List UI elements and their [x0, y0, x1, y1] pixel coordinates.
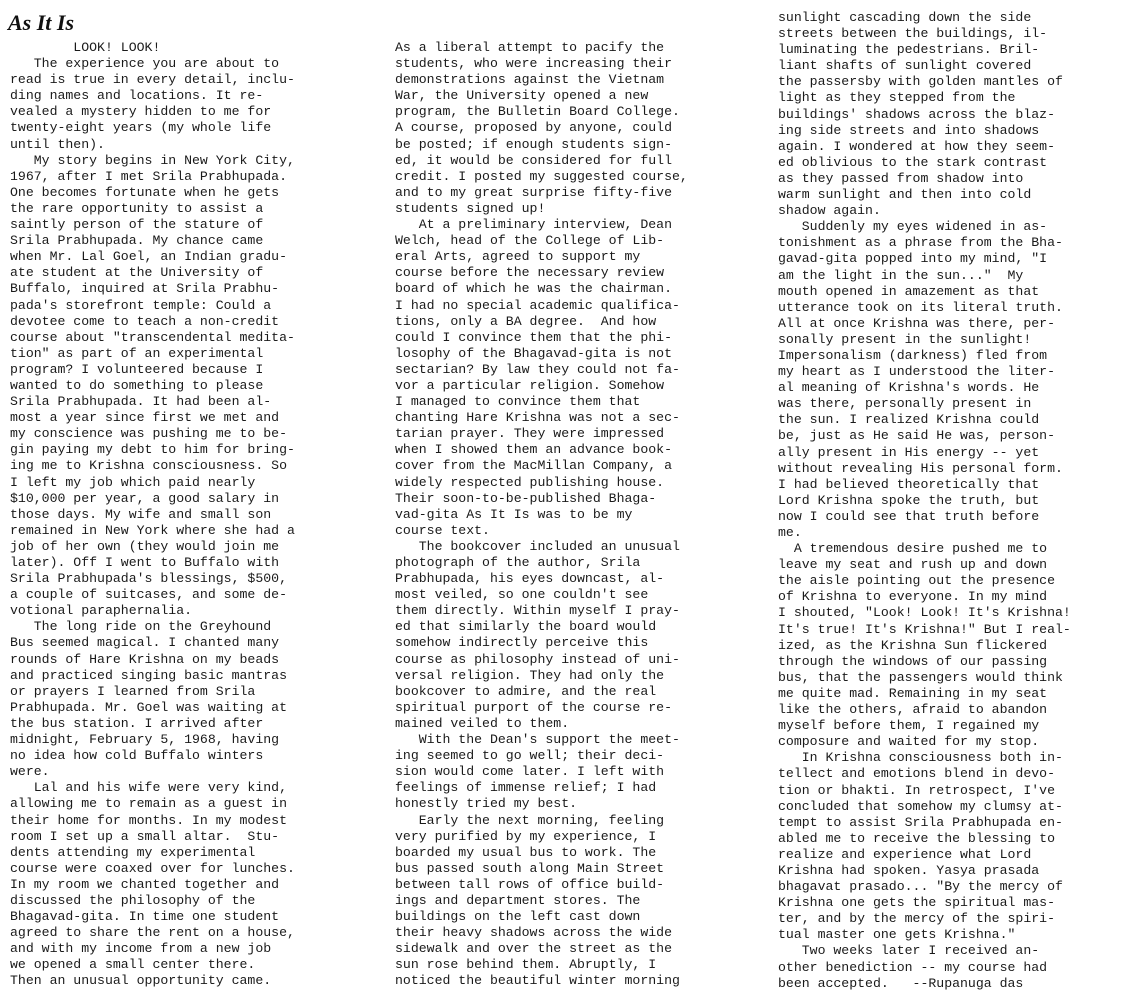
text-line: when I showed them an advance book- [395, 442, 672, 458]
text-line: votional paraphernalia. [10, 603, 193, 619]
text-line: read is true in every detail, inclu- [10, 72, 295, 88]
text-line: Prabhupada, his eyes downcast, al- [395, 571, 665, 587]
text-line: versal religion. They had only the [395, 667, 665, 683]
text-line: buildings on the left cast down [395, 909, 641, 925]
article-column-3 [778, 10, 1138, 992]
text-line: until then). [10, 136, 105, 152]
text-line: noticed the beautiful winter morning [395, 973, 680, 989]
text-line: The long ride on the Greyhound [10, 619, 272, 635]
text-line: demonstrations against the Vietnam [395, 72, 665, 88]
text-line: utterance took on its literal truth. [778, 299, 1063, 315]
text-line: could I convince them that the phi- [395, 329, 672, 345]
text-line: ally present in His energy -- yet [778, 444, 1040, 460]
text-line: Krishna one gets the spiritual mas- [778, 895, 1055, 911]
text-line: spiritual purport of the course re- [395, 699, 672, 715]
text-line: course about "transcendental medita- [10, 329, 295, 345]
text-line: Early the next morning, feeling [395, 812, 665, 828]
text-line: very purified by my experience, I [395, 828, 657, 844]
text-line: losophy of the Bhagavad-gita is not [395, 345, 672, 361]
text-line: a couple of suitcases, and some de- [10, 587, 287, 603]
text-line: War, the University opened a new [395, 88, 649, 104]
text-line: honestly tried my best. [395, 796, 578, 812]
text-line: bookcover to admire, and the real [395, 683, 657, 699]
text-line: pada's storefront temple: Could a [10, 297, 272, 313]
text-line: between tall rows of office build- [395, 876, 665, 892]
text-line: I had believed theoretically that [778, 476, 1040, 492]
text-line: liant shafts of sunlight covered [778, 58, 1032, 74]
text-line: been accepted. --Rupanuga das [778, 975, 1024, 991]
text-line: now I could see that truth before [778, 508, 1040, 524]
text-line: the rare opportunity to assist a [10, 200, 264, 216]
text-line: I shouted, "Look! Look! It's Krishna! [778, 605, 1071, 621]
text-line: Suddenly my eyes widened in as- [778, 219, 1048, 235]
text-line: were. [10, 764, 50, 780]
text-line: 1967, after I met Srila Prabhupada. [10, 168, 287, 184]
text-line: am the light in the sun..." My [778, 267, 1024, 283]
text-line: tonishment as a phrase from the Bha- [778, 235, 1063, 251]
text-line: be, just as He said He was, person- [778, 428, 1055, 444]
text-line: board of which he was the chairman. [395, 281, 672, 297]
text-line: vad-gita As It Is was to be my [395, 506, 633, 522]
text-line: Srila Prabhupada's blessings, $500, [10, 571, 287, 587]
text-line: In Krishna consciousness both in- [778, 750, 1063, 766]
text-line: without revealing His personal form. [778, 460, 1063, 476]
text-line: most veiled, so one couldn't see [395, 587, 649, 603]
text-line: buildings' shadows across the blaz- [778, 106, 1055, 122]
text-line: program? I volunteered because I [10, 361, 264, 377]
text-line: Srila Prabhupada. My chance came [10, 233, 264, 249]
text-line: credit. I posted my suggested course, [395, 168, 688, 184]
text-line: bhagavat prasado... "By the mercy of [778, 879, 1063, 895]
text-line: program, the Bulletin Board College. [395, 104, 680, 120]
text-line: I managed to convince them that [395, 394, 641, 410]
text-line: eral Arts, agreed to support my [395, 249, 641, 265]
text-line: LOOK! LOOK! [10, 40, 161, 55]
text-line: warm sunlight and then into cold [778, 187, 1032, 203]
text-line: ing seemed to go well; their deci- [395, 748, 665, 764]
text-line: as they passed from shadow into [778, 170, 1024, 186]
text-line: tion" as part of an experimental [10, 345, 264, 361]
text-line: light as they stepped from the [778, 90, 1016, 106]
text-line: their heavy shadows across the wide [395, 925, 672, 941]
text-line: tual master one gets Krishna." [778, 927, 1016, 943]
text-line: course before the necessary review [395, 265, 665, 281]
text-line: Their soon-to-be-published Bhaga- [395, 490, 657, 506]
text-line: course were coaxed over for lunches. [10, 860, 295, 876]
text-line: sectarian? By law they could not fa- [395, 361, 680, 377]
text-line: later). Off I went to Buffalo with [10, 555, 280, 570]
text-line: dents attending my experimental [10, 844, 256, 860]
text-line: The bookcover included an unusual [395, 538, 680, 554]
text-line: ed oblivious to the stark contrast [778, 154, 1048, 170]
text-line: wanted to do something to please [10, 377, 264, 393]
text-line: those days. My wife and small son [10, 506, 272, 522]
text-line: leave my seat and rush up and down [778, 557, 1048, 573]
text-line: It's true! It's Krishna!" But I real- [778, 621, 1071, 637]
text-line: course as philosophy instead of uni- [395, 651, 680, 667]
text-line: like the others, afraid to abandon [778, 702, 1048, 718]
text-line: A tremendous desire pushed me to [778, 541, 1048, 557]
text-line: me quite mad. Remaining in my seat [778, 685, 1048, 701]
text-line: again. I wondered at how they seem- [778, 138, 1055, 154]
text-line: Prabhupada. Mr. Goel was waiting at [10, 699, 287, 715]
text-line: Impersonalism (darkness) fled from [778, 347, 1048, 363]
text-line: tarian prayer. They were impressed [395, 426, 665, 442]
text-line: ings and department stores. The [395, 892, 641, 908]
text-line: abled me to receive the blessing to [778, 830, 1055, 846]
text-line: tellect and emotions blend in devo- [778, 766, 1055, 782]
text-line: Srila Prabhupada. It had been al- [10, 394, 272, 410]
text-line: of Krishna to everyone. In my mind [778, 589, 1048, 605]
text-line: Krishna had spoken. Yasya prasada [778, 862, 1040, 878]
text-line: Lal and his wife were very kind, [10, 780, 287, 796]
text-line: Then an unusual opportunity came. [10, 973, 272, 989]
text-line: students signed up! [395, 200, 546, 216]
text-line: and with my income from a new job [10, 941, 272, 957]
text-line: was there, personally present in [778, 396, 1032, 412]
text-line: streets between the buildings, il- [778, 26, 1048, 42]
text-line: allowing me to remain as a guest in [10, 796, 287, 812]
text-line: and practiced singing basic mantras [10, 667, 287, 683]
article-column-1 [10, 40, 362, 990]
text-line: ter, and by the mercy of the spiri- [778, 911, 1055, 927]
text-line: when Mr. Lal Goel, an Indian gradu- [10, 249, 287, 265]
text-line: the bus station. I arrived after [10, 715, 264, 731]
text-line: midnight, February 5, 1968, having [10, 732, 280, 748]
text-line: rounds of Hare Krishna on my beads [10, 651, 280, 667]
text-line: sidewalk and over the street as the [395, 941, 672, 957]
text-line: tempt to assist Srila Prabhupada en- [778, 814, 1063, 830]
text-line: shadow again. [778, 203, 881, 219]
text-line: my conscience was pushing me to be- [10, 426, 287, 442]
text-line: gin paying my debt to him for bring- [10, 442, 295, 458]
text-line: bus passed south along Main Street [395, 860, 665, 876]
text-line: ed that similarly the board would [395, 619, 657, 635]
text-line: Welch, head of the College of Lib- [395, 233, 665, 249]
text-line: photograph of the author, Srila [395, 555, 641, 570]
text-line: room I set up a small altar. Stu- [10, 828, 280, 844]
text-line: bus, that the passengers would think [778, 669, 1063, 685]
text-line: al meaning of Krishna's words. He [778, 380, 1040, 396]
text-line: no idea how cold Buffalo winters [10, 748, 264, 764]
text-line: Bus seemed magical. I chanted many [10, 635, 280, 651]
text-line: me. [778, 525, 802, 540]
text-line: ing me to Krishna consciousness. So [10, 458, 287, 474]
text-line: All at once Krishna was there, per- [778, 315, 1055, 331]
text-line: we opened a small center there. [10, 957, 256, 973]
text-line: mouth opened in amazement as that [778, 283, 1040, 299]
text-line: course text. [395, 522, 490, 538]
text-line: somehow indirectly perceive this [395, 635, 649, 651]
text-line: The experience you are about to [10, 56, 280, 72]
text-line: feelings of immense relief; I had [395, 780, 657, 796]
text-line: boarded my usual bus to work. The [395, 844, 657, 860]
article-title: As It Is [8, 10, 75, 35]
text-line: luminating the pedestrians. Bril- [778, 42, 1040, 58]
text-line: Bhagavad-gita. In time one student [10, 909, 280, 925]
text-line: $10,000 per year, a good salary in [10, 490, 280, 506]
text-line: devotee come to teach a non-credit [10, 313, 280, 329]
text-line: sion would come later. I left with [395, 764, 665, 780]
text-line: sonally present in the sunlight! [778, 331, 1032, 347]
text-line: I had no special academic qualifica- [395, 297, 680, 313]
text-line: and to my great surprise fifty-five [395, 184, 672, 200]
text-line: most a year since first we met and [10, 410, 280, 426]
text-line: gavad-gita popped into my mind, "I [778, 251, 1048, 267]
text-line: ized, as the Krishna Sun flickered [778, 637, 1048, 653]
text-line: vor a particular religion. Somehow [395, 377, 665, 393]
text-line: composure and waited for my stop. [778, 734, 1040, 750]
text-line: mained veiled to them. [395, 715, 570, 731]
text-line: vealed a mystery hidden to me for [10, 104, 272, 120]
text-line: sunlight cascading down the side [778, 10, 1032, 25]
text-line: tions, only a BA degree. And how [395, 313, 657, 329]
text-line: Two weeks later I received an- [778, 943, 1040, 959]
text-line: their home for months. In my modest [10, 812, 287, 828]
text-line: ing side streets and into shadows [778, 122, 1040, 138]
text-line: ate student at the University of [10, 265, 264, 281]
text-line: the passersby with golden mantles of [778, 74, 1063, 90]
text-line: concluded that somehow my clumsy at- [778, 798, 1063, 814]
text-line: the aisle pointing out the presence [778, 573, 1055, 589]
text-line: One becomes fortunate when he gets [10, 184, 280, 200]
text-line: other benediction -- my course had [778, 959, 1048, 975]
text-line: my heart as I understood the liter- [778, 364, 1055, 380]
text-line: chanting Hare Krishna was not a sec- [395, 410, 680, 426]
text-line: the sun. I realized Krishna could [778, 412, 1040, 428]
text-line: tion or bhakti. In retrospect, I've [778, 782, 1055, 798]
text-line: remained in New York where she had a [10, 522, 295, 538]
text-line: discussed the philosophy of the [10, 892, 256, 908]
text-line: At a preliminary interview, Dean [395, 217, 672, 233]
text-line: sun rose behind them. Abruptly, I [395, 957, 657, 973]
text-line: job of her own (they would join me [10, 538, 280, 554]
text-line: them directly. Within myself I pray- [395, 603, 680, 619]
article-column-2 [395, 40, 747, 990]
text-line: cover from the MacMillan Company, a [395, 458, 672, 474]
text-line: In my room we chanted together and [10, 876, 280, 892]
text-line: through the windows of our passing [778, 653, 1048, 669]
text-line: twenty-eight years (my whole life [10, 120, 272, 136]
text-line: ed, it would be considered for full [395, 152, 672, 168]
text-line: agreed to share the rent on a house, [10, 925, 295, 941]
text-line: be posted; if enough students sign- [395, 136, 672, 152]
text-line: A course, proposed by anyone, could [395, 120, 672, 136]
text-line: myself before them, I regained my [778, 718, 1040, 734]
text-line: or prayers I learned from Srila [10, 683, 256, 699]
text-line: With the Dean's support the meet- [395, 732, 680, 748]
text-line: ding names and locations. It re- [10, 88, 264, 104]
text-line: Buffalo, inquired at Srila Prabhu- [10, 281, 280, 297]
text-line: widely respected publishing house. [395, 474, 665, 490]
text-line: As a liberal attempt to pacify the [395, 40, 665, 55]
text-line: I left my job which paid nearly [10, 474, 256, 490]
text-line: My story begins in New York City, [10, 152, 295, 168]
text-line: students, who were increasing their [395, 56, 672, 72]
text-line: realize and experience what Lord [778, 846, 1032, 862]
text-line: Lord Krishna spoke the truth, but [778, 492, 1040, 508]
text-line: saintly person of the stature of [10, 217, 264, 233]
